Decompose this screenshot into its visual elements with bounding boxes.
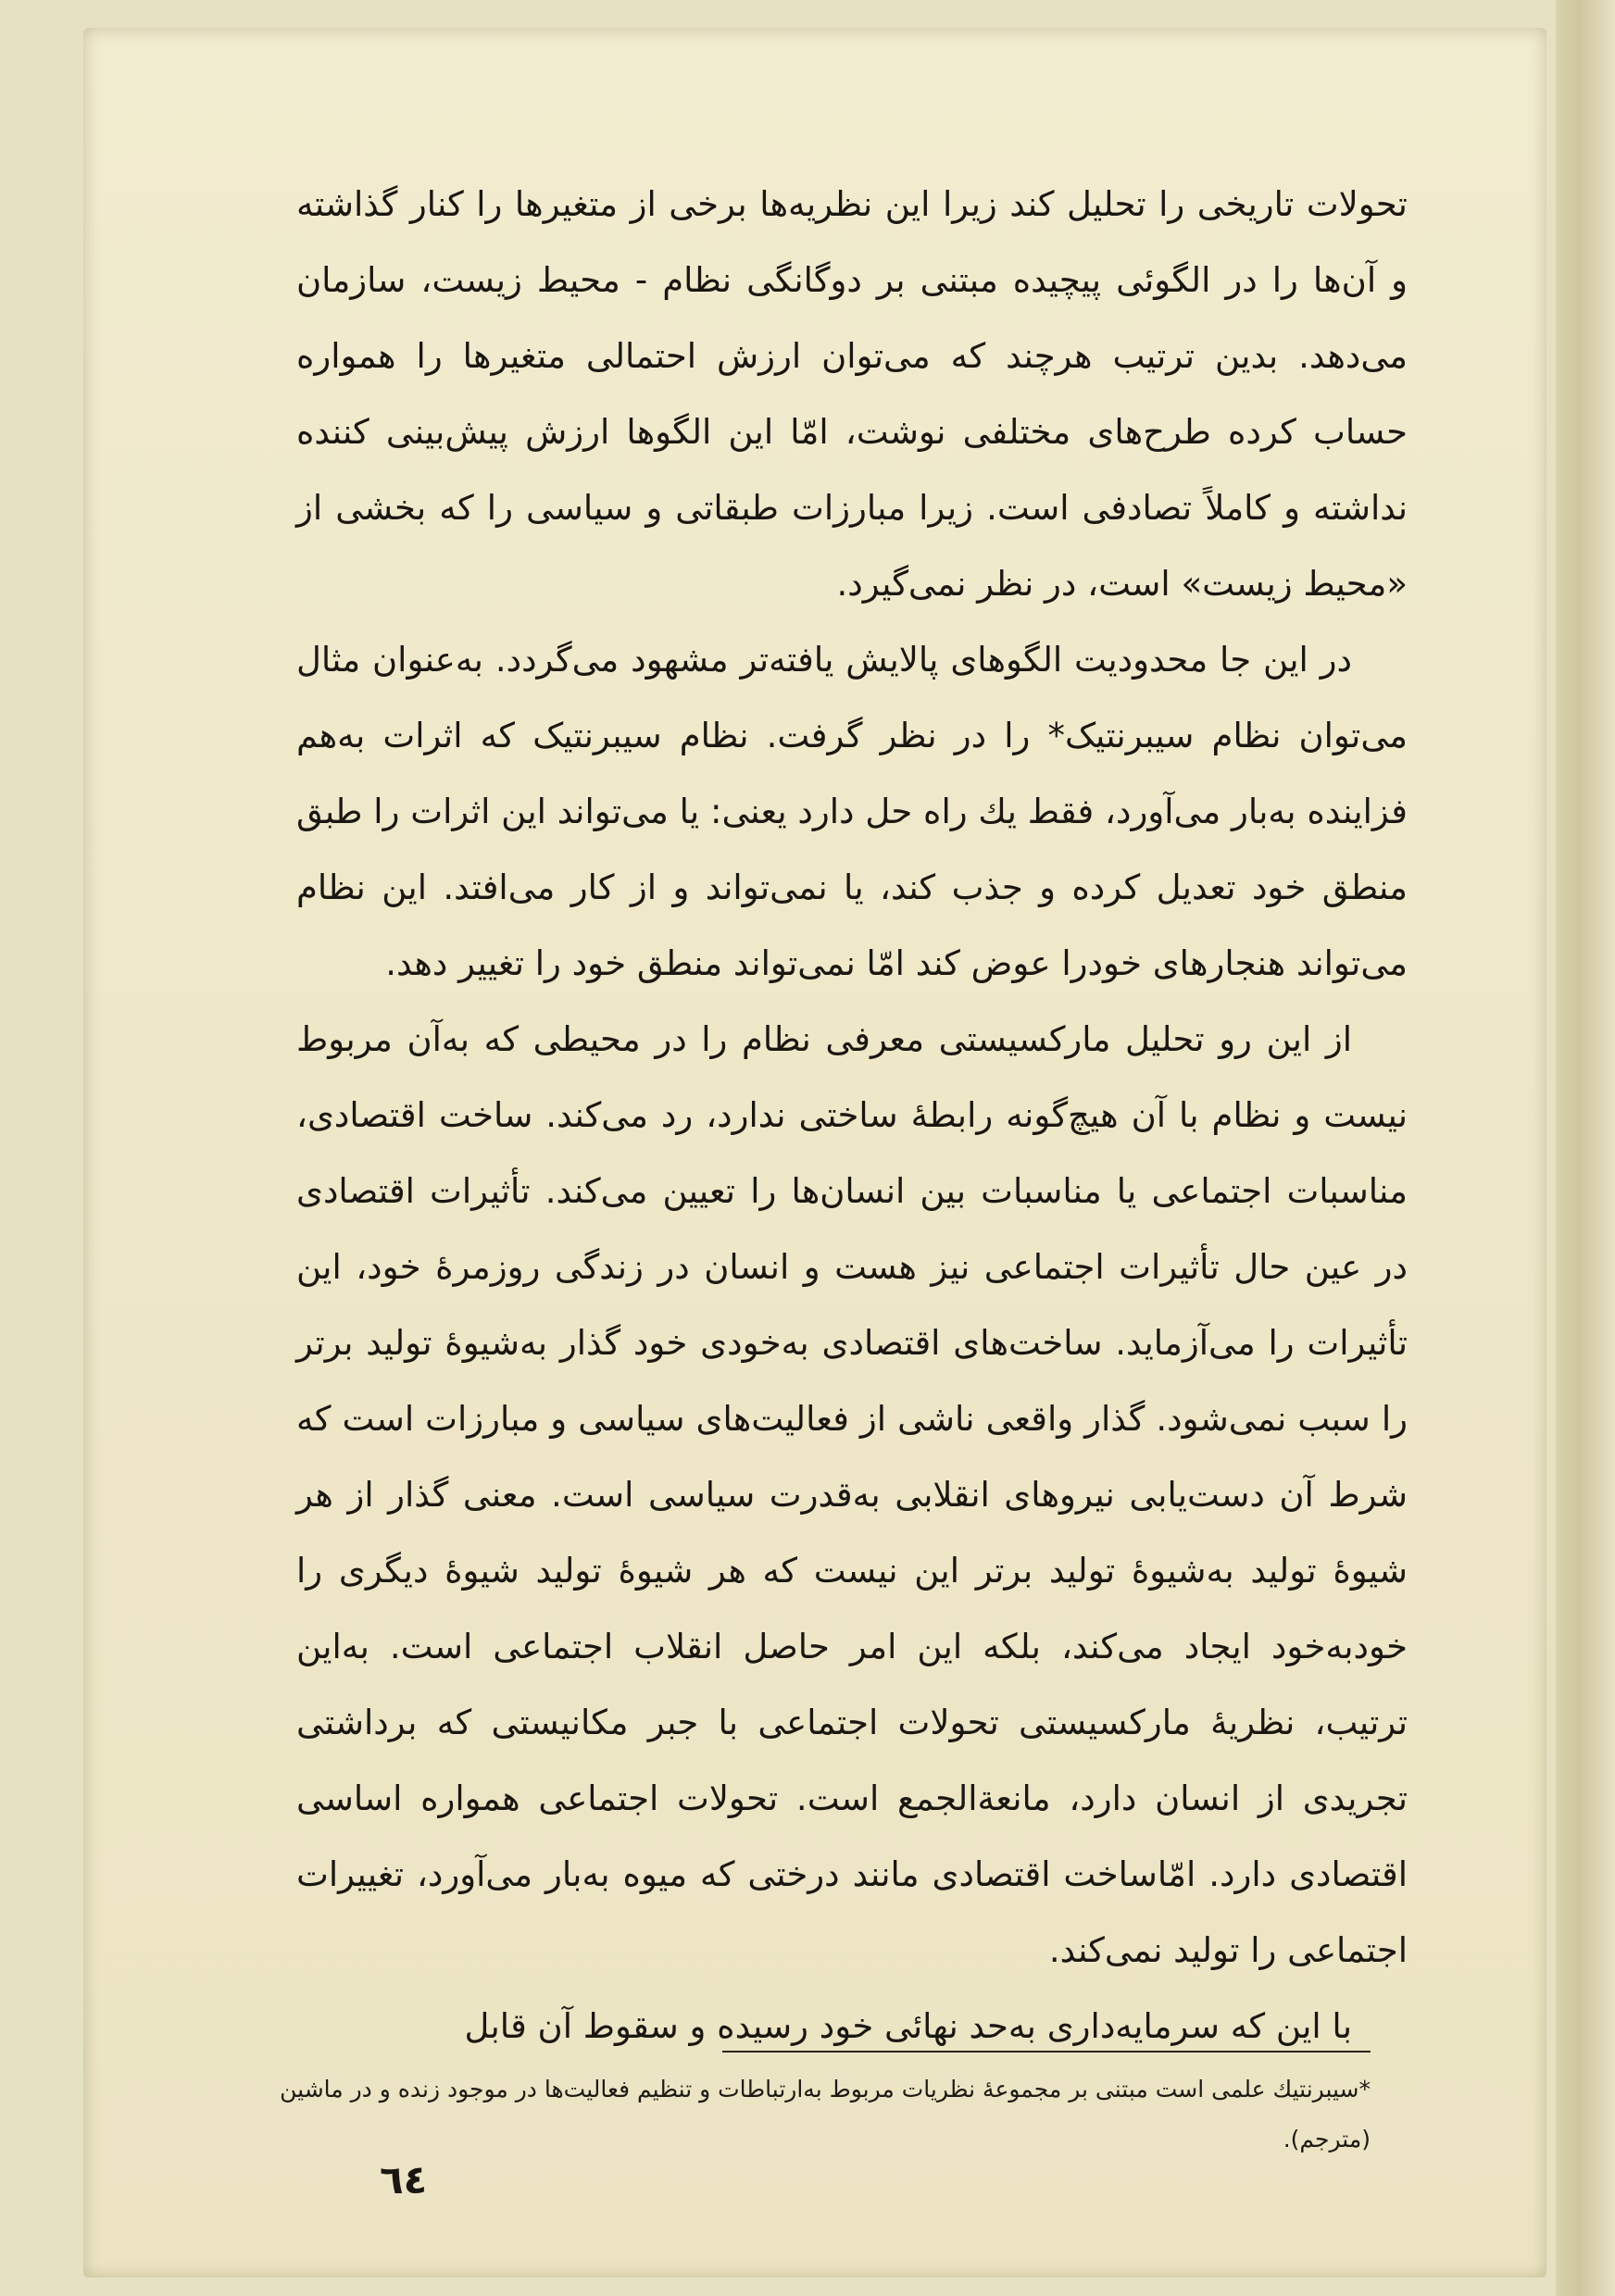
paragraph-1: تحولات تاریخی را تحلیل کند زیرا این نظریه‌ها برخی از متغیرها را کنار گذاشته و آن‌ها را در الگوئی پیچیده مبتنی بر دوگانگی نظام - محیط زیست، سازمان می‌دهد. بدین ترتیب هرچند که می‌توان ارزش احتمالی متغیرها را همواره حساب کرده طرح‌های مختلفی نوشت، امّا این الگوها ارزش پیش‌بینی کننده نداشته و کاملاً تصادفی است. زیرا مبارزات طبقاتی و سیاسی را که بخشی از «محیط زیست» است، در نظر نمی‌گیرد. <box>296 184 1408 604</box>
footnote-divider <box>722 2051 1371 2053</box>
body-text <box>296 167 1408 2065</box>
paragraph-4: با این که سرمایه‌داری به‌حد نهائی خود رسیده و سقوط آن قابل <box>464 2006 1352 2046</box>
scan-background-edge <box>1556 0 1615 2296</box>
page-number: ٦٤ <box>380 2157 428 2202</box>
book-page <box>83 28 1546 2277</box>
paragraph-2: در این جا محدودیت الگوهای پالایش یافته‌تر مشهود می‌گردد. به‌عنوان مثال می‌توان نظام سیبرنتیک* را در نظر گرفت. نظام سیبرنتیک که اثرات به‌هم فزاینده به‌بار می‌آورد، فقط یك راه حل دارد یعنی: یا می‌تواند این اثرات را طبق منطق خود تعدیل کرده و جذب کند، یا نمی‌تواند و از کار می‌افتد. این نظام می‌تواند هنجارهای خودرا عوض کند امّا نمی‌تواند منطق خود را تغییر دهد. <box>296 640 1408 983</box>
paragraph-3: از این رو تحلیل مارکسیستی معرفی نظام را در محیطی که به‌آن مربوط نیست و نظام با آن هیچ‌گونه رابطهٔ ساختی ندارد، رد می‌کند. ساخت اقتصادی، مناسبات اجتماعی یا مناسبات بین انسان‌ها را تعیین می‌کند. تأثیرات اقتصادی در عین حال تأثیرات اجتماعی نیز هست و انسان در زندگی روزمرهٔ خود، این تأثیرات را می‌آزماید. ساخت‌های اقتصادی به‌خودی خود گذار به‌شیوهٔ تولید برتر را سبب نمی‌شود. گذار واقعی ناشی از فعالیت‌های سیاسی و مبارزات است که شرط آن دست‌یابی نیروهای انقلابی به‌قدرت سیاسی است. معنی گذار از هر شیوهٔ تولید به‌شیوهٔ تولید برتر این نیست که هر شیوهٔ تولید شیوهٔ دیگری را خودبه‌خود ایجاد می‌کند، بلکه این امر حاصل انقلاب اجتماعی است. به‌این ترتیب، نظریهٔ مارکسیستی تحولات اجتماعی با جبر مکانیستی که برداشتی تجریدی از انسان دارد، مانعة‌الجمع است. تحولات اجتماعی همواره اساسی اقتصادی دارد. امّاساخت اقتصادی مانند درختی که میوه به‌بار می‌آورد، تغییرات اجتماعی را تولید نمی‌کند. <box>296 1019 1408 1970</box>
footnote: *سیبرنتیك علمی است مبتنی بر مجموعهٔ نظریات مربوط به‌ارتباطات و تنظیم فعالیت‌ها در موجود زنده و در ماشین (مترجم). <box>280 2076 1371 2152</box>
